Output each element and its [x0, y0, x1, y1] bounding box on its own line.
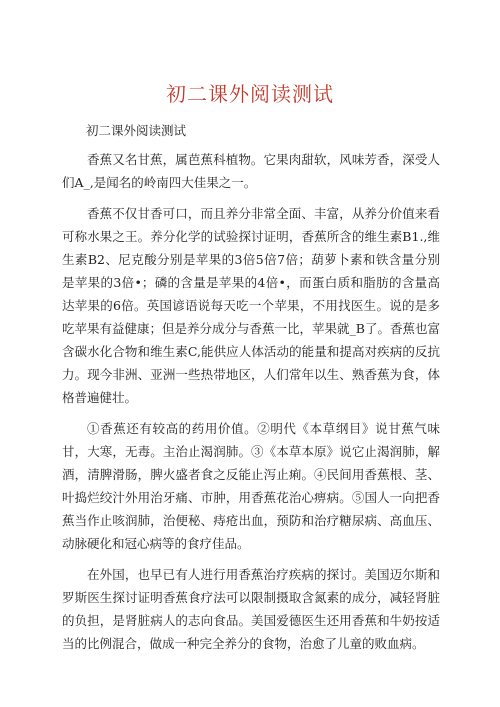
paragraph-nutrition: 香蕉不仅甘香可口，而且养分非常全面、丰富，从养分价值来看可称水果之王。养分化学的试验探讨证明，香蕉所含的维生素B1.,维生素B2、尼克酸分别是苹果的3倍5倍7倍；葫萝卜素和铁含量分别是苹果的3倍•；磷的含量是苹果的4倍•，而蛋白质和脂肪的含量高达苹果的6倍。英国谚语说每天吃一个苹果，不用找医生。说的是多吃苹果有益健康；但是养分成分与香蕉一比，苹果就_B了。香蕉也富含碳水化合物和维生素C,能供应人体活动的能量和提高对疾病的反抗力。现今非洲、亚洲一些热带地区，人们常年以生、熟香蕉为食，体格普遍健壮。: [62, 206, 440, 405]
document-subtitle: 初二课外阅读测试: [86, 123, 187, 138]
document-body: [62, 118, 440, 655]
paragraph-intro: 香蕉又名甘蕉，属芭蕉科植物。它果肉甜软，风味芳香，深受人们A_,是闻名的岭南四大佳果之一。: [62, 152, 440, 190]
paragraph-medicinal: ①香蕉还有较高的药用价值。②明代《本草纲目》说甘蕉气味甘，大寒，无毒。主治止渴润肺。③《本草本原》说它止渴润肺，解酒，清脾滑肠，脾火盛者食之反能止泻止痢。④民间用香蕉根、茎、叶捣烂绞汁外用治牙痛、市肿，用香蕉花治心痹病。⑤国人一向把香蕉当作止咳润肺，治便秘、痔疮出血，预防和治疗糖尿病、高血压、动脉硬化和冠心病等的食疗佳品。: [62, 421, 440, 551]
page-title: 初二课外阅读测试: [166, 82, 334, 106]
paragraph-foreign-research: 在外国，也早已有人进行用香蕉治疗疾病的探讨。美国迈尔斯和罗斯医生探讨证明香蕉食疗法可以限制摄取含氮素的成分，减轻肾脏的负担，是肾脏病人的志向食品。美国爱德医生还用香蕉和牛奶按适当的比例混合，做成一种完全养分的食物，治愈了儿童的败血病。: [62, 567, 440, 651]
